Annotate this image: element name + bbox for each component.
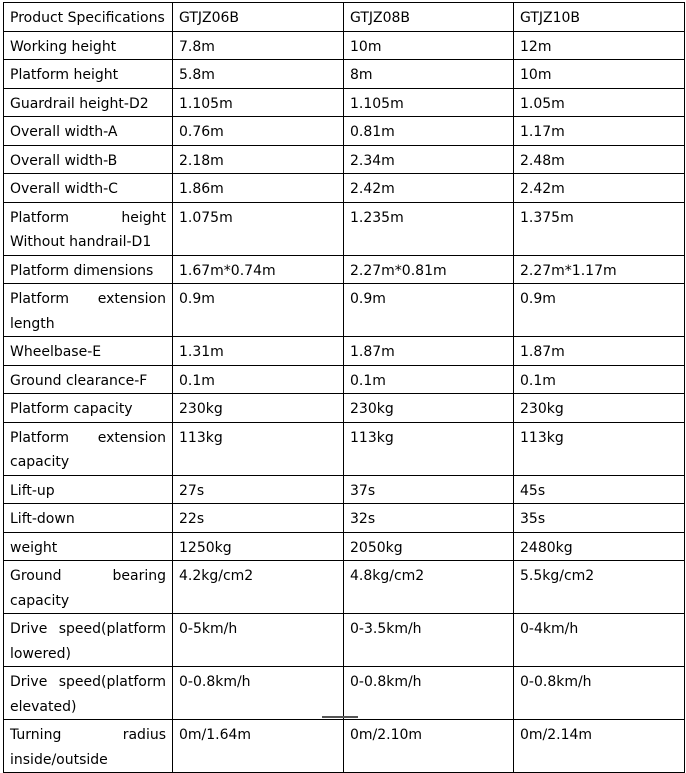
row-label: Platform extension length bbox=[4, 284, 173, 337]
row-value: 113kg bbox=[173, 422, 344, 475]
row-value: 230kg bbox=[344, 394, 514, 423]
row-value: 0.9m bbox=[344, 284, 514, 337]
row-label: Platform extension capacity bbox=[4, 422, 173, 475]
row-value: 2.27m*1.17m bbox=[514, 255, 685, 284]
table-row bbox=[4, 31, 685, 60]
table-row bbox=[4, 720, 685, 773]
row-value: 10m bbox=[514, 60, 685, 89]
row-label: weight bbox=[4, 532, 173, 561]
row-value: 1.075m bbox=[173, 202, 344, 255]
row-value: 5.5kg/cm2 bbox=[514, 561, 685, 614]
row-label: Guardrail height-D2 bbox=[4, 88, 173, 117]
row-value: 0-3.5km/h bbox=[344, 614, 514, 667]
row-value: 1.17m bbox=[514, 117, 685, 146]
table-row bbox=[4, 202, 685, 255]
row-label: Platform capacity bbox=[4, 394, 173, 423]
table-row bbox=[4, 561, 685, 614]
table-header-row bbox=[4, 3, 685, 32]
table-row bbox=[4, 667, 685, 720]
row-value: 32s bbox=[344, 504, 514, 533]
row-value: 27s bbox=[173, 475, 344, 504]
row-label: Ground bearing capacity bbox=[4, 561, 173, 614]
row-value: 2480kg bbox=[514, 532, 685, 561]
specifications-table bbox=[3, 2, 685, 773]
row-value: 1.31m bbox=[173, 337, 344, 366]
row-label: Working height bbox=[4, 31, 173, 60]
row-label: Lift-up bbox=[4, 475, 173, 504]
table-row bbox=[4, 504, 685, 533]
row-label: Platform height Without handrail-D1 bbox=[4, 202, 173, 255]
header-cell-gtjz08b: GTJZ08B bbox=[344, 3, 514, 32]
row-label: Overall width-C bbox=[4, 174, 173, 203]
row-label: Drive speed(platform elevated) bbox=[4, 667, 173, 720]
table-row bbox=[4, 365, 685, 394]
row-value: 1.67m*0.74m bbox=[173, 255, 344, 284]
row-label: Wheelbase-E bbox=[4, 337, 173, 366]
row-value: 1.05m bbox=[514, 88, 685, 117]
row-value: 35s bbox=[514, 504, 685, 533]
row-value: 230kg bbox=[514, 394, 685, 423]
row-value: 0-5km/h bbox=[173, 614, 344, 667]
row-value: 0-0.8km/h bbox=[514, 667, 685, 720]
row-value: 7.8m bbox=[173, 31, 344, 60]
row-value: 0-4km/h bbox=[514, 614, 685, 667]
table-row bbox=[4, 394, 685, 423]
table-row bbox=[4, 475, 685, 504]
row-value: 4.8kg/cm2 bbox=[344, 561, 514, 614]
table-row bbox=[4, 614, 685, 667]
row-value: 5.8m bbox=[173, 60, 344, 89]
row-label: Overall width-A bbox=[4, 117, 173, 146]
row-value: 0.1m bbox=[514, 365, 685, 394]
table-row bbox=[4, 88, 685, 117]
row-value: 1.375m bbox=[514, 202, 685, 255]
row-value: 45s bbox=[514, 475, 685, 504]
row-value: 0-0.8km/h bbox=[344, 667, 514, 720]
row-label: Platform dimensions bbox=[4, 255, 173, 284]
row-value: 0.9m bbox=[173, 284, 344, 337]
row-value: 0.1m bbox=[173, 365, 344, 394]
row-value: 0.81m bbox=[344, 117, 514, 146]
row-value: 4.2kg/cm2 bbox=[173, 561, 344, 614]
row-value: 0m/2.14m bbox=[514, 720, 685, 773]
table-row bbox=[4, 255, 685, 284]
table-row bbox=[4, 145, 685, 174]
row-label: Lift-down bbox=[4, 504, 173, 533]
row-value: 0m/1.64m bbox=[173, 720, 344, 773]
row-value: 12m bbox=[514, 31, 685, 60]
table-row bbox=[4, 117, 685, 146]
row-value: 0.76m bbox=[173, 117, 344, 146]
row-value: 1.235m bbox=[344, 202, 514, 255]
row-value: 1.87m bbox=[514, 337, 685, 366]
row-label: Turning radius inside/outside bbox=[4, 720, 173, 773]
row-value: 2.42m bbox=[514, 174, 685, 203]
row-value: 113kg bbox=[344, 422, 514, 475]
row-value: 0-0.8km/h bbox=[173, 667, 344, 720]
table-row bbox=[4, 284, 685, 337]
page-divider bbox=[322, 716, 358, 718]
row-value: 113kg bbox=[514, 422, 685, 475]
row-value: 2.42m bbox=[344, 174, 514, 203]
row-value: 1.105m bbox=[173, 88, 344, 117]
row-value: 37s bbox=[344, 475, 514, 504]
row-value: 0.1m bbox=[344, 365, 514, 394]
table-row bbox=[4, 337, 685, 366]
table-row bbox=[4, 422, 685, 475]
row-value: 2.48m bbox=[514, 145, 685, 174]
row-label: Overall width-B bbox=[4, 145, 173, 174]
row-value: 1.105m bbox=[344, 88, 514, 117]
row-value: 2050kg bbox=[344, 532, 514, 561]
row-value: 1.87m bbox=[344, 337, 514, 366]
row-value: 8m bbox=[344, 60, 514, 89]
header-cell-product-specifications: Product Specifications bbox=[4, 3, 173, 32]
row-value: 230kg bbox=[173, 394, 344, 423]
row-label: Drive speed(platform lowered) bbox=[4, 614, 173, 667]
row-label: Ground clearance-F bbox=[4, 365, 173, 394]
row-value: 10m bbox=[344, 31, 514, 60]
table-row bbox=[4, 174, 685, 203]
row-value: 2.34m bbox=[344, 145, 514, 174]
row-value: 1250kg bbox=[173, 532, 344, 561]
table-row bbox=[4, 60, 685, 89]
row-label: Platform height bbox=[4, 60, 173, 89]
row-value: 1.86m bbox=[173, 174, 344, 203]
header-cell-gtjz06b: GTJZ06B bbox=[173, 3, 344, 32]
row-value: 2.27m*0.81m bbox=[344, 255, 514, 284]
table-row bbox=[4, 532, 685, 561]
header-cell-gtjz10b: GTJZ10B bbox=[514, 3, 685, 32]
row-value: 0.9m bbox=[514, 284, 685, 337]
row-value: 22s bbox=[173, 504, 344, 533]
row-value: 0m/2.10m bbox=[344, 720, 514, 773]
row-value: 2.18m bbox=[173, 145, 344, 174]
